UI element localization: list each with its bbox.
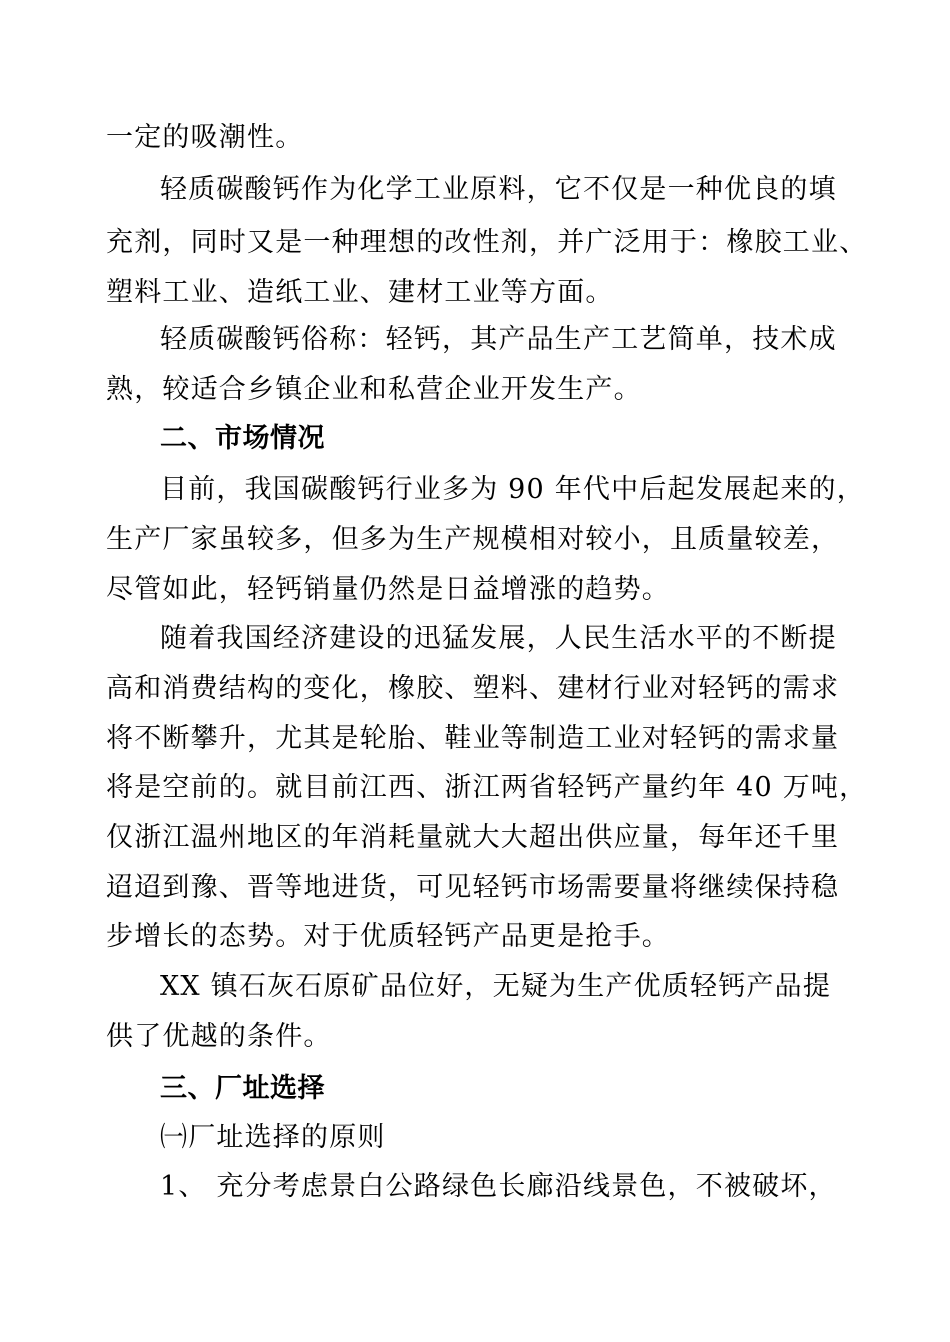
paragraph-line: 尽管如此，轻钙销量仍然是日益增涨的趋势。: [106, 574, 670, 605]
subsection-heading: ㈠厂址选择的原则: [160, 1122, 386, 1153]
paragraph-line: 轻质碳酸钙俗称：轻钙，其产品生产工艺简单，技术成: [160, 324, 837, 355]
paragraph-line: 目前，我国碳酸钙行业多为 90 年代中后起发展起来的，: [160, 474, 865, 505]
paragraph-line: 步增长的态势。对于优质轻钙产品更是抢手。: [106, 921, 670, 952]
paragraph-line: 高和消费结构的变化，橡胶、塑料、建材行业对轻钙的需求: [106, 673, 840, 704]
paragraph-line: 迢迢到豫、晋等地进货，可见轻钙市场需要量将继续保持稳: [106, 872, 840, 903]
paragraph-line: 轻质碳酸钙作为化学工业原料，它不仅是一种优良的填: [160, 174, 837, 205]
paragraph-line: 1、 充分考虑景白公路绿色长廊沿线景色，不被破坏，: [160, 1171, 837, 1202]
paragraph-line: 供了优越的条件。: [106, 1021, 332, 1052]
paragraph-line: 熟，较适合乡镇企业和私营企业开发生产。: [106, 374, 642, 405]
paragraph-line: XX 镇石灰石原矿品位好，无疑为生产优质轻钙产品提: [160, 971, 832, 1002]
paragraph-line: 将是空前的。就目前江西、浙江两省轻钙产量约年 40 万吨，: [106, 772, 868, 803]
paragraph-line: 塑料工业、造纸工业、建材工业等方面。: [106, 277, 614, 308]
section-heading: 二、市场情况: [160, 423, 325, 454]
paragraph-line: 随着我国经济建设的迅猛发展，人民生活水平的不断提: [160, 623, 837, 654]
paragraph-line: 将不断攀升，尤其是轮胎、鞋业等制造工业对轻钙的需求量: [106, 723, 840, 754]
paragraph-line: 一定的吸潮性。: [106, 122, 304, 153]
paragraph-line: 生产厂家虽较多，但多为生产规模相对较小，且质量较差，: [106, 524, 840, 555]
section-heading: 三、厂址选择: [160, 1073, 325, 1104]
paragraph-line: 仅浙江温州地区的年消耗量就大大超出供应量，每年还千里: [106, 822, 840, 853]
paragraph-line: 充剂，同时又是一种理想的改性剂，并广泛用于：橡胶工业、: [106, 227, 868, 258]
